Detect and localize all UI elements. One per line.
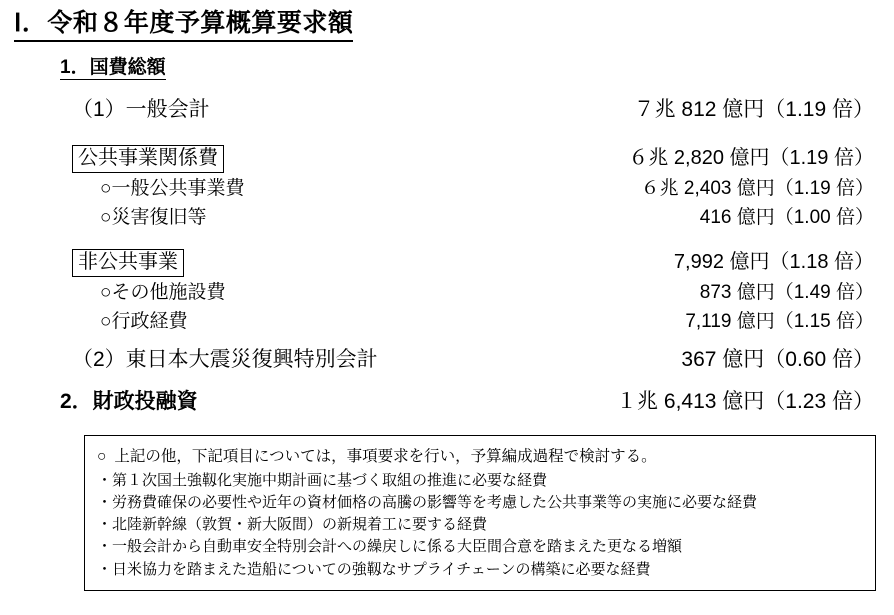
spacer [14, 335, 880, 343]
row-general-public-works-value: ６兆 2,403 億円（1.19 倍） [640, 177, 874, 199]
row-fiscal-investment-label: 2．財政投融資 [60, 389, 198, 413]
row-non-public-works-value: 7,992 億円（1.18 倍） [673, 250, 874, 273]
section-heading-1-label: 1．国費総額 [60, 56, 166, 78]
spacer [14, 231, 880, 245]
row-general-account-label: （1）一般会計 [72, 97, 210, 121]
row-administrative-expenses-label: ○行政経費 [100, 310, 188, 332]
row-reconstruction-account [72, 343, 880, 379]
row-administrative-expenses-value: 7,119 億円（1.15 倍） [685, 310, 874, 332]
note-item: ・第１次国土強靱化実施中期計画に基づく取組の推進に必要な経費 [97, 471, 548, 489]
row-disaster-recovery-label: ○災害復旧等 [100, 206, 207, 228]
row-public-works-label: 公共事業関係費 [72, 145, 224, 173]
note-item: ・北陸新幹線（敦賀・新大阪間）の新規着工に要する経費 [97, 516, 488, 534]
row-reconstruction-account-label: （2）東日本大震災復興特別会計 [72, 347, 378, 371]
note-item: ・一般会計から自動車安全特別会計への繰戻しに係る大臣間合意を踏まえた更なる増額 [97, 538, 683, 556]
row-reconstruction-account-value: 367 億円（0.60 倍） [681, 347, 874, 371]
circle-mark-icon: ○ [97, 447, 107, 465]
page-title: Ⅰ．令和８年度予算概算要求額 [14, 10, 353, 42]
section-heading-1 [60, 52, 880, 79]
row-administrative-expenses [100, 306, 880, 335]
row-general-account [72, 93, 880, 127]
row-general-public-works-label: ○一般公共事業費 [100, 177, 245, 199]
row-other-facilities [100, 277, 880, 306]
document-title-row [14, 10, 880, 42]
spacer [14, 127, 880, 141]
row-general-public-works [100, 173, 880, 202]
note-item: ・労務費確保の必要性や近年の資材価格の高騰の影響等を考慮した公共事業等の実施に必要な経費 [97, 493, 758, 511]
row-public-works [72, 141, 880, 173]
row-non-public-works [72, 245, 880, 277]
notes-box [84, 435, 876, 591]
row-other-facilities-value: 873 億円（1.49 倍） [699, 281, 874, 303]
row-disaster-recovery [100, 202, 880, 231]
row-disaster-recovery-value: 416 億円（1.00 倍） [699, 206, 874, 228]
row-fiscal-investment [60, 385, 880, 421]
row-other-facilities-label: ○その他施設費 [100, 281, 226, 303]
row-public-works-value: ６兆 2,820 億円（1.19 倍） [628, 146, 874, 169]
row-fiscal-investment-value: １兆 6,413 億円（1.23 倍） [616, 389, 874, 413]
note-item: ・日米協力を踏まえた造船についての強靱なサプライチェーンの構築に必要な経費 [97, 560, 651, 578]
row-general-account-value: ７兆 812 億円（1.19 倍） [633, 97, 874, 121]
notes-heading [97, 444, 865, 466]
row-non-public-works-label: 非公共事業 [72, 249, 184, 277]
notes-heading-text: 上記の他，下記項目については，事項要求を行い，予算編成過程で検討する。 [114, 447, 657, 465]
